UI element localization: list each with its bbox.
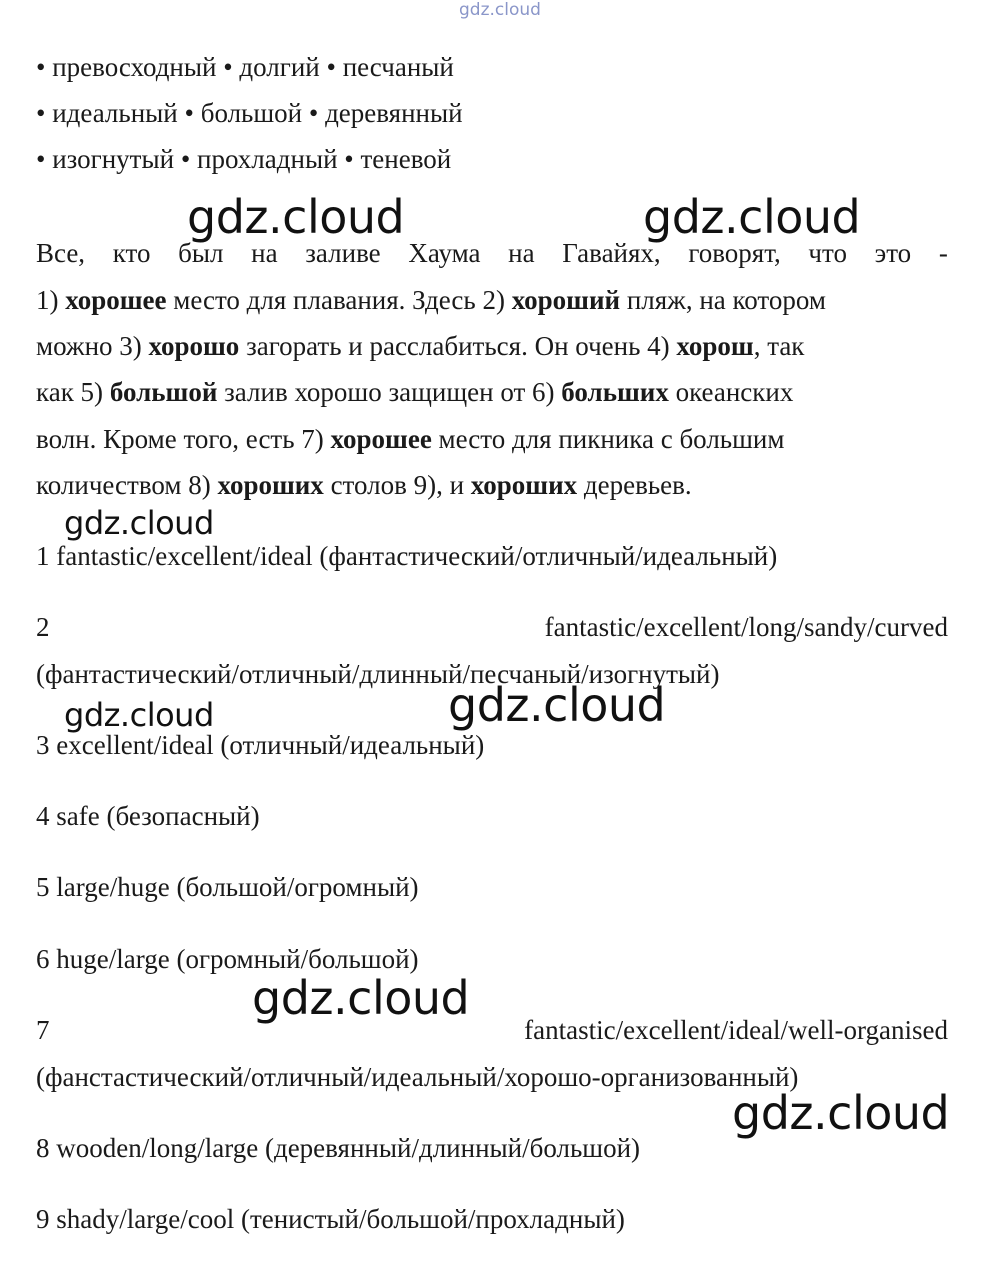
answer-2-english: fantastic/excellent/long/sandy/curved bbox=[544, 612, 948, 642]
watermark: gdz.cloud bbox=[643, 190, 861, 244]
answer-3: 3 excellent/ideal (отличный/идеальный) bbox=[36, 730, 485, 760]
word-list-line-3: • изогнутый • прохладный • теневой bbox=[36, 144, 452, 174]
watermark: gdz.cloud bbox=[732, 1086, 950, 1140]
answer-5: 5 large/huge (большой/огромный) bbox=[36, 872, 419, 902]
bold-word: хороших bbox=[470, 470, 578, 500]
answer-2-number: 2 bbox=[36, 612, 50, 642]
answer-8: 8 wooden/long/large (деревянный/длинный/большой) bbox=[36, 1133, 641, 1163]
watermark: gdz.cloud bbox=[64, 504, 214, 542]
bold-word: хорошее bbox=[330, 424, 432, 454]
answer-7-number: 7 bbox=[36, 1015, 50, 1045]
bold-word: хорошее bbox=[65, 285, 167, 315]
answer-7-russian: (фанстастический/отличный/идеальный/хорошо-организованный) bbox=[36, 1062, 799, 1092]
watermark: gdz.cloud bbox=[64, 696, 214, 734]
bold-word: больших bbox=[561, 377, 669, 407]
word-list-line-1: • превосходный • долгий • песчаный bbox=[36, 52, 454, 82]
bold-word: хорошо bbox=[148, 331, 240, 361]
bold-word: хорош bbox=[676, 331, 754, 361]
watermark: gdz.cloud bbox=[448, 678, 666, 732]
word-list-line-2: • идеальный • большой • деревянный bbox=[36, 98, 463, 128]
watermark-top: gdz.cloud bbox=[459, 0, 541, 20]
paragraph-line-4: как 5) большой залив хорошо защищен от 6) больших океанских bbox=[36, 377, 794, 407]
answer-2-russian: (фантастический/отличный/длинный/песчаный/изогнутый) bbox=[36, 659, 720, 689]
bold-word: большой bbox=[109, 377, 218, 407]
paragraph-line-1: Все, кто был на заливе Хаума на Гавайях, говорят, что это - bbox=[36, 238, 948, 268]
answer-1: 1 fantastic/excellent/ideal (фантастический/отличный/идеальный) bbox=[36, 541, 778, 571]
bold-word: хороший bbox=[511, 285, 621, 315]
paragraph-line-2: 1) хорошее место для плавания. Здесь 2) хороший пляж, на котором bbox=[36, 285, 826, 315]
answer-4: 4 safe (безопасный) bbox=[36, 801, 260, 831]
paragraph-line-3: можно 3) хорошо загорать и расслабиться. Он очень 4) хорош, так bbox=[36, 331, 805, 361]
answer-9: 9 shady/large/cool (тенистый/большой/прохладный) bbox=[36, 1204, 625, 1234]
watermark: gdz.cloud bbox=[187, 190, 405, 244]
paragraph-line-5: волн. Кроме того, есть 7) хорошее место для пикника с большим bbox=[36, 424, 785, 454]
bold-word: хороших bbox=[217, 470, 324, 500]
paragraph-line-6: количеством 8) хороших столов 9), и хороших деревьев. bbox=[36, 470, 692, 500]
answer-7-english: fantastic/excellent/ideal/well-organised bbox=[524, 1015, 948, 1045]
answer-6: 6 huge/large (огромный/большой) bbox=[36, 944, 419, 974]
watermark: gdz.cloud bbox=[252, 971, 470, 1025]
